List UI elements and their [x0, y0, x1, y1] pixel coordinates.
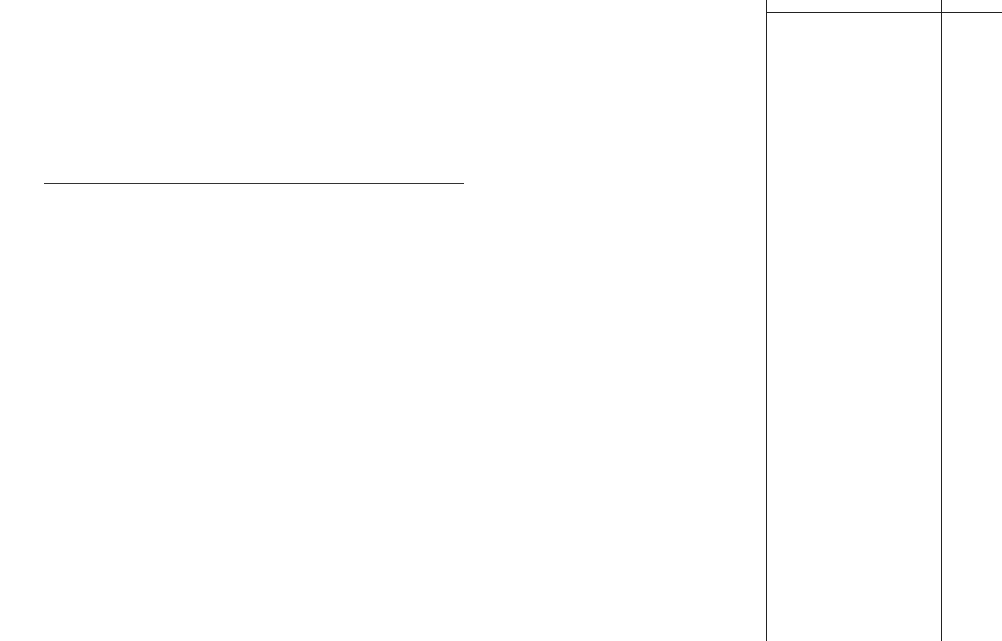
divider: [44, 183, 464, 184]
